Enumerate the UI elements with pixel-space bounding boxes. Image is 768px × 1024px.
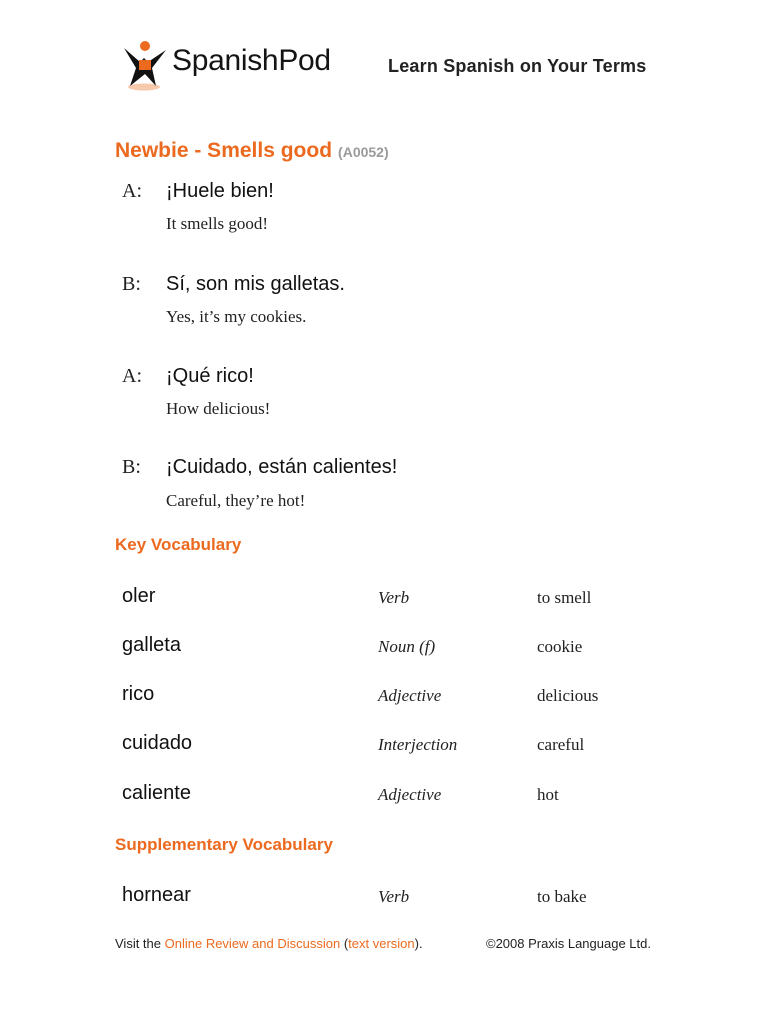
key-vocabulary-heading: Key Vocabulary (115, 535, 242, 554)
dialogue-english-line: Careful, they’re hot! (166, 491, 306, 510)
dialogue-spanish-line: Sí, son mis galletas. (166, 273, 345, 295)
vocab-word: caliente (122, 782, 191, 804)
footer-prefix: Visit the (115, 936, 165, 951)
vocab-part-of-speech: Verb (378, 887, 410, 906)
dialogue-english-line: How delicious! (166, 399, 271, 418)
dialogue-spanish-line: ¡Cuidado, están calientes! (166, 456, 398, 478)
vocab-word: hornear (122, 884, 191, 906)
vocab-part-of-speech: Adjective (378, 785, 442, 804)
vocab-definition: careful (537, 735, 585, 754)
vocab-definition: hot (537, 785, 559, 804)
online-review-link[interactable]: Online Review and Discussion (164, 936, 341, 951)
footer-open-paren: ( (340, 936, 349, 951)
dialogue-speaker: B: (122, 456, 141, 478)
vocab-definition: to smell (537, 588, 592, 607)
text-version-link[interactable]: text version (348, 936, 415, 951)
vocab-part-of-speech: Interjection (378, 735, 458, 754)
vocab-word: oler (122, 585, 156, 607)
copyright: ©2008 Praxis Language Ltd. (486, 936, 651, 951)
vocab-definition: cookie (537, 637, 583, 656)
vocab-word: rico (122, 683, 155, 705)
vocab-word: galleta (122, 634, 181, 656)
spanishpod-logo-icon (120, 40, 168, 92)
tagline: Learn Spanish on Your Terms (388, 56, 647, 76)
dialogue-spanish-line: ¡Qué rico! (166, 365, 254, 387)
dialogue-spanish-line: ¡Huele bien! (166, 180, 274, 202)
vocab-definition: to bake (537, 887, 587, 906)
vocab-part-of-speech: Noun (f) (378, 637, 436, 656)
vocab-part-of-speech: Verb (378, 588, 410, 607)
footer-close: ). (414, 936, 423, 951)
vocab-part-of-speech: Adjective (378, 686, 442, 705)
supplementary-vocabulary-heading: Supplementary Vocabulary (115, 835, 333, 854)
lesson-code: (A0052) (338, 144, 389, 160)
vocab-word: cuidado (122, 732, 193, 754)
footer-note (115, 936, 423, 951)
dialogue-speaker: A: (122, 180, 142, 202)
dialogue-speaker: B: (122, 273, 141, 295)
dialogue-english-line: It smells good! (166, 214, 268, 233)
vocab-definition: delicious (537, 686, 599, 705)
dialogue-english-line: Yes, it’s my cookies. (166, 307, 307, 326)
lesson-title-text: Newbie - Smells good (115, 139, 333, 162)
lesson-title (115, 139, 389, 163)
brand-name: SpanishPod (172, 44, 331, 77)
dialogue-speaker: A: (122, 365, 142, 387)
